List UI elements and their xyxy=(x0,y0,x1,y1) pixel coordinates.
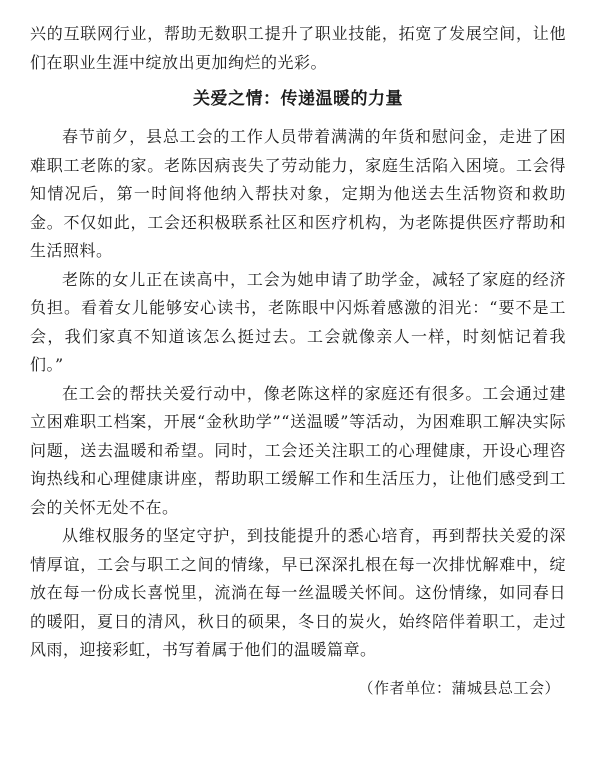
body-paragraph-4: 从维权服务的坚定守护，到技能提升的悉心培育，再到帮扶关爱的深情厚谊，工会与职工之间的情缘，早已深深扎根在每一次排忧解难中，绽放在每一份成长喜悦里，流淌在每一丝温暖关怀间。这份情缘，如同春日的暖阳，夏日的清风，秋日的硕果，冬日的炭火，始终陪伴着职工，走过风雨，迎接彩虹，书写着属于他们的温暖篇章。 xyxy=(30,526,566,659)
author-affiliation: （作者单位：蒲城县总工会） xyxy=(358,678,560,697)
body-paragraph-1: 春节前夕，县总工会的工作人员带着满满的年货和慰问金，走进了困难职工老陈的家。老陈因病丧失了劳动能力，家庭生活陷入困境。工会得知情况后，第一时间将他纳入帮扶对象，定期为他送去生活物资和救助金。不仅如此，工会还积极联系社区和医疗机构，为老陈提供医疗帮助和生活照料。 xyxy=(30,127,566,260)
section-heading: 关爱之情：传递温暖的力量 xyxy=(193,89,403,109)
body-paragraph-2: 老陈的女儿正在读高中，工会为她申请了助学金，减轻了家庭的经济负担。看着女儿能够安心读书，老陈眼中闪烁着感激的泪光：“要不是工会，我们家真不知道该怎么挺过去。工会就像亲人一样，时刻惦记着我们。” xyxy=(30,269,566,374)
body-paragraph-3: 在工会的帮扶关爱行动中，像老陈这样的家庭还有很多。工会通过建立困难职工档案，开展“金秋助学”“送温暖”等活动，为困难职工解决实际问题，送去温暖和希望。同时，工会还关注职工的心理健康，开设心理咨询热线和心理健康讲座，帮助职工缓解工作和生活压力，让他们感受到工会的关怀无处不在。 xyxy=(30,383,566,517)
intro-paragraph-fragment: 兴的互联网行业，帮助无数职工提升了职业技能，拓宽了发展空间，让他们在职业生涯中绽放出更加绚烂的光彩。 xyxy=(30,24,566,72)
